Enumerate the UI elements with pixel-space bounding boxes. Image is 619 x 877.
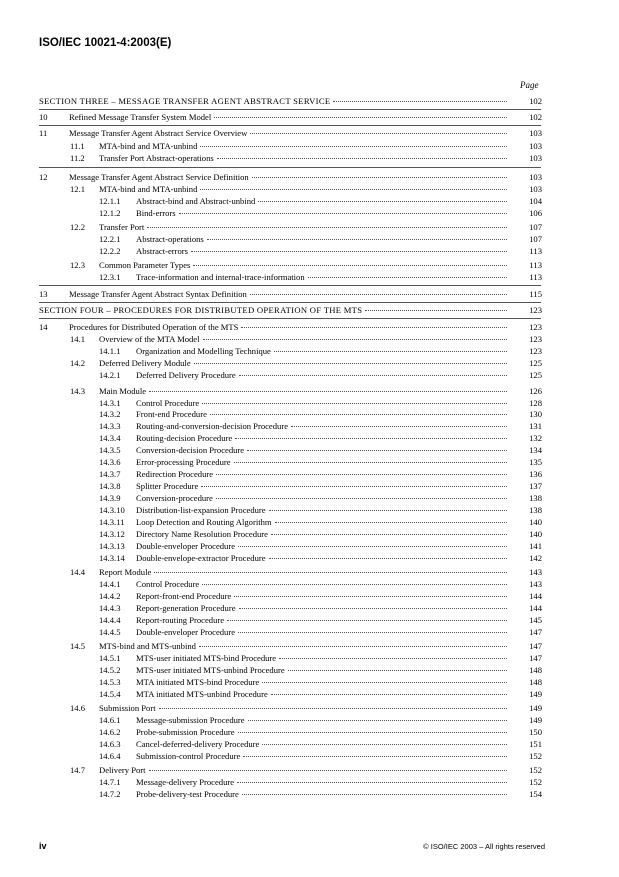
toc-entry[interactable] (0, 469, 619, 481)
toc-entry-page: 125 (529, 370, 542, 380)
toc-entry-number: 14.3.9 (99, 493, 121, 503)
toc-entry-page: 113 (529, 272, 542, 282)
toc-entry[interactable] (0, 727, 619, 739)
toc-entry-title: Loop Detection and Routing Algorithm (136, 517, 272, 527)
toc-entry-title: MTA-bind and MTA-unbind (99, 141, 198, 151)
toc-entry-number: 14.5.1 (99, 653, 121, 663)
toc-entry[interactable] (0, 677, 619, 689)
dot-leader (238, 732, 507, 733)
dot-leader (179, 213, 507, 214)
toc-entry-number: 14.3.10 (99, 505, 125, 515)
toc-entry-number: 14.4.5 (99, 627, 121, 637)
dot-leader (279, 658, 507, 659)
toc-entry[interactable] (0, 541, 619, 553)
toc-entry-number: 14.3.7 (99, 469, 121, 479)
toc-entry-number: 14.3.5 (99, 445, 121, 455)
toc-entry-title: MTA-bind and MTA-unbind (99, 184, 198, 194)
toc-entry[interactable] (0, 689, 619, 701)
toc-entry-number: 14.6.4 (99, 751, 121, 761)
toc-entry-title: Common Parameter Types (99, 260, 191, 270)
toc-entry-page: 148 (529, 665, 542, 675)
toc-entry-number: 14.5.3 (99, 677, 121, 687)
toc-entry[interactable] (0, 172, 619, 184)
toc-entry-page: 152 (529, 751, 542, 761)
toc-entry-page: 113 (529, 260, 542, 270)
dot-leader (210, 414, 507, 415)
toc-entry-page: 147 (529, 653, 542, 663)
toc-entry-number: 14.4.4 (99, 615, 121, 625)
dot-leader (200, 189, 507, 190)
toc-entry[interactable] (0, 553, 619, 565)
toc-entry-page: 150 (529, 727, 542, 737)
toc-entry-page: 103 (529, 141, 542, 151)
toc-entry-number: 14.3.12 (99, 529, 125, 539)
dot-leader (214, 117, 507, 118)
toc-entry-title: Abstract-errors (136, 246, 189, 256)
toc-entry[interactable] (0, 128, 619, 140)
toc-entry[interactable] (0, 322, 619, 334)
toc-entry-page: 148 (529, 677, 542, 687)
toc-entry-title: Report-generation Procedure (136, 603, 236, 613)
toc-entry[interactable] (0, 184, 619, 196)
toc-entry[interactable] (0, 493, 619, 505)
toc-entry[interactable] (0, 765, 619, 777)
toc-entry[interactable] (0, 529, 619, 541)
toc-entry-number: 14.7 (70, 765, 86, 775)
toc-entry-page: 142 (529, 553, 542, 563)
toc-entry-page: 136 (529, 469, 542, 479)
toc-entry-page: 106 (529, 208, 542, 218)
toc-entry[interactable] (0, 222, 619, 234)
toc-entry-title: Report-routing Procedure (136, 615, 225, 625)
toc-entry-title: MTS-bind and MTS-unbind (99, 641, 196, 651)
toc-entry-title: MTA initiated MTS-bind Procedure (136, 677, 260, 687)
toc-entry[interactable] (0, 517, 619, 529)
toc-entry-title: Trace-information and internal-trace-information (136, 272, 305, 282)
toc-entry-number: 14.3.3 (99, 421, 121, 431)
dot-leader (216, 498, 507, 499)
toc-entry-number: 11.2 (70, 153, 85, 163)
dot-leader (191, 251, 507, 252)
dot-leader (271, 694, 507, 695)
toc-entry[interactable] (0, 627, 619, 639)
toc-entry-number: 14.3.13 (99, 541, 125, 551)
dot-leader (199, 646, 507, 647)
toc-entry[interactable] (0, 409, 619, 421)
toc-entry-page: 103 (529, 128, 542, 138)
toc-entry-title: SECTION FOUR – PROCEDURES FOR DISTRIBUTED OPERATION OF THE MTS (39, 305, 363, 315)
toc-entry[interactable] (0, 603, 619, 615)
dot-leader (333, 101, 507, 102)
toc-entry[interactable] (0, 457, 619, 469)
dot-leader (274, 351, 507, 352)
footer-copyright: © ISO/IEC 2003 – All rights reserved (423, 842, 545, 851)
toc-entry-title: Delivery Port (99, 765, 146, 775)
toc-entry[interactable] (0, 234, 619, 246)
toc-entry-page: 123 (529, 322, 542, 332)
toc-entry-title: Control Procedure (136, 579, 200, 589)
dot-leader (193, 265, 507, 266)
toc-entry-number: 14.3.8 (99, 481, 121, 491)
toc-entry[interactable] (0, 246, 619, 258)
toc-entry-page: 103 (529, 184, 542, 194)
toc-entry[interactable] (0, 505, 619, 517)
toc-section-heading[interactable] (0, 305, 619, 317)
dot-leader (269, 558, 507, 559)
toc-entry-number: 12.1.2 (99, 208, 121, 218)
dot-leader (238, 546, 507, 547)
toc-entry-title: Abstract-bind and Abstract-unbind (136, 196, 256, 206)
toc-entry-page: 147 (529, 641, 542, 651)
dot-leader (149, 391, 507, 392)
toc-entry-page: 138 (529, 493, 542, 503)
toc-entry-number: 14.3.11 (99, 517, 125, 527)
toc-entry-title: Redirection Procedure (136, 469, 214, 479)
toc-entry[interactable] (0, 703, 619, 715)
toc-entry-title: MTS-user initiated MTS-unbind Procedure (136, 665, 285, 675)
section-divider (39, 167, 541, 168)
toc-entry-number: 14.3.6 (99, 457, 121, 467)
toc-entry-number: 14.6.2 (99, 727, 121, 737)
dot-leader (203, 339, 507, 340)
toc-entry-page: 137 (529, 481, 542, 491)
toc-entry[interactable] (0, 153, 619, 165)
toc-entry-page: 140 (529, 529, 542, 539)
toc-entry[interactable] (0, 591, 619, 603)
toc-entry-number: 14.5.4 (99, 689, 121, 699)
toc-entry[interactable] (0, 208, 619, 220)
dot-leader (202, 584, 507, 585)
toc-entry[interactable] (0, 481, 619, 493)
toc-entry-title: Message-delivery Procedure (136, 777, 235, 787)
toc-entry[interactable] (0, 334, 619, 346)
section-divider (39, 318, 541, 319)
dot-leader (269, 510, 507, 511)
toc-entry[interactable] (0, 358, 619, 370)
toc-entry[interactable] (0, 567, 619, 579)
toc-entry-page: 143 (529, 579, 542, 589)
dot-leader (234, 596, 507, 597)
toc-entry-title: Submission Port (99, 703, 156, 713)
dot-leader (237, 782, 507, 783)
toc-entry-page: 131 (529, 421, 542, 431)
toc-entry-page: 149 (529, 703, 542, 713)
dot-leader (275, 522, 507, 523)
dot-leader (200, 146, 507, 147)
toc-entry-page: 102 (529, 112, 542, 122)
dot-leader (202, 403, 507, 404)
toc-entry-title: MTS-user initiated MTS-bind Procedure (136, 653, 277, 663)
toc-entry-title: Abstract-operations (136, 234, 204, 244)
toc-entry-page: 107 (529, 222, 542, 232)
toc-entry-page: 103 (529, 153, 542, 163)
toc-entry-title: MTA initiated MTS-unbind Procedure (136, 689, 268, 699)
toc-entry-page: 103 (529, 172, 542, 182)
dot-leader (147, 227, 507, 228)
dot-leader (248, 720, 507, 721)
toc-entry[interactable] (0, 715, 619, 727)
toc-entry-number: 14.4.3 (99, 603, 121, 613)
toc-entry-page: 144 (529, 603, 542, 613)
toc-entry[interactable] (0, 386, 619, 398)
dot-leader (262, 682, 507, 683)
toc-entry-title: Refined Message Transfer System Model (69, 112, 212, 122)
dot-leader (308, 277, 507, 278)
toc-entry[interactable] (0, 653, 619, 665)
toc-entry-number: 12.2.1 (99, 234, 121, 244)
toc-entry-number: 14.3.2 (99, 409, 121, 419)
toc-entry-number: 14.4.1 (99, 579, 121, 589)
toc-entry-title: Probe-submission Procedure (136, 727, 235, 737)
toc-section-heading[interactable] (0, 96, 619, 108)
dot-leader (241, 327, 507, 328)
section-divider (39, 302, 541, 303)
toc-entry[interactable] (0, 751, 619, 763)
toc-entry-title: Routing-and-conversion-decision Procedure (136, 421, 289, 431)
dot-leader (365, 310, 507, 311)
toc-entry-page: 107 (529, 234, 542, 244)
toc-entry-title: Conversion-procedure (136, 493, 213, 503)
toc-entry-page: 104 (529, 196, 542, 206)
toc-entry[interactable] (0, 433, 619, 445)
toc-entry[interactable] (0, 641, 619, 653)
dot-leader (216, 474, 507, 475)
toc-entry-title: Procedures for Distributed Operation of the MTS (69, 322, 239, 332)
toc-entry-page: 134 (529, 445, 542, 455)
toc-entry-title: Report-front-end Procedure (136, 591, 232, 601)
toc-entry-number: 12.1.1 (99, 196, 121, 206)
toc-entry-number: 14.1.1 (99, 346, 121, 356)
toc-entry[interactable] (0, 196, 619, 208)
toc-entry-page: 149 (529, 715, 542, 725)
toc-entry[interactable] (0, 112, 619, 124)
section-divider (39, 125, 541, 126)
toc-entry-title: Overview of the MTA Model (99, 334, 200, 344)
toc-entry-page: 143 (529, 567, 542, 577)
toc-entry-number: 14.2.1 (99, 370, 121, 380)
toc-entry-number: 10 (39, 112, 48, 122)
toc-entry-title: Conversion-decision Procedure (136, 445, 245, 455)
toc-entry-title: Organization and Modelling Technique (136, 346, 271, 356)
dot-leader (154, 572, 507, 573)
toc-entry-title: Error-processing Procedure (136, 457, 231, 467)
dot-leader (234, 462, 507, 463)
toc-entry-title: Message-submission Procedure (136, 715, 245, 725)
toc-entry-page: 130 (529, 409, 542, 419)
toc-entry-page: 123 (529, 334, 542, 344)
dot-leader (242, 794, 507, 795)
toc-entry-number: 14.6.1 (99, 715, 121, 725)
dot-leader (235, 438, 507, 439)
toc-entry-title: Deferred Delivery Procedure (136, 370, 236, 380)
toc-entry-number: 12 (39, 172, 48, 182)
dot-leader (227, 620, 507, 621)
toc-entry-page: 152 (529, 765, 542, 775)
toc-entry-page: 128 (529, 398, 542, 408)
toc-entry-number: 14.3.4 (99, 433, 121, 443)
toc-entry[interactable] (0, 260, 619, 272)
toc-entry-title: Bind-errors (136, 208, 176, 218)
dot-leader (239, 608, 507, 609)
toc-entry-page: 125 (529, 358, 542, 368)
toc-entry-page: 151 (529, 739, 542, 749)
section-divider (39, 285, 541, 286)
dot-leader (217, 158, 507, 159)
toc-entry[interactable] (0, 579, 619, 591)
toc-entry-page: 102 (529, 96, 542, 106)
toc-entry-number: 14.6 (70, 703, 86, 713)
toc-entry[interactable] (0, 272, 619, 284)
dot-leader (288, 670, 507, 671)
dot-leader (194, 363, 507, 364)
toc-entry[interactable] (0, 665, 619, 677)
toc-entry-number: 14.3.1 (99, 398, 121, 408)
toc-entry-page: 135 (529, 457, 542, 467)
toc-entry-page: 154 (529, 789, 542, 799)
toc-entry-title: Main Module (99, 386, 147, 396)
toc-entry[interactable] (0, 789, 619, 801)
toc-entry-page: 144 (529, 591, 542, 601)
toc-entry-number: 12.2.2 (99, 246, 121, 256)
dot-leader (243, 756, 507, 757)
dot-leader (207, 239, 507, 240)
dot-leader (271, 534, 507, 535)
toc-entry-page: 132 (529, 433, 542, 443)
dot-leader (291, 426, 507, 427)
toc-entry-title: Double-enveloper Procedure (136, 541, 236, 551)
toc-entry-page: 138 (529, 505, 542, 515)
toc-entry-number: 12.1 (70, 184, 86, 194)
toc-entry-title: Double-envelope-extractor Procedure (136, 553, 266, 563)
toc-entry-page: 123 (529, 305, 542, 315)
toc-entry[interactable] (0, 289, 619, 301)
toc-entry[interactable] (0, 421, 619, 433)
toc-entry[interactable] (0, 370, 619, 382)
toc-entry-title: Message Transfer Agent Abstract Service Definition (69, 172, 249, 182)
toc-entry-title: Transfer Port Abstract-operations (99, 153, 214, 163)
toc-entry-number: 14.6.3 (99, 739, 121, 749)
toc-entry-number: 14.4 (70, 567, 86, 577)
toc-entry[interactable] (0, 346, 619, 358)
toc-entry-number: 13 (39, 289, 48, 299)
dot-leader (239, 375, 507, 376)
toc-entry[interactable] (0, 739, 619, 751)
toc-entry-number: 14.4.2 (99, 591, 121, 601)
toc-entry-number: 12.3 (70, 260, 86, 270)
dot-leader (258, 201, 507, 202)
toc-entry-number: 14.1 (70, 334, 86, 344)
toc-entry-title: Front-end Procedure (136, 409, 207, 419)
toc-entry-number: 11.1 (70, 141, 85, 151)
toc-entry-title: Directory Name Resolution Procedure (136, 529, 268, 539)
toc-entry[interactable] (0, 445, 619, 457)
footer-page-number: iv (39, 841, 47, 851)
toc-entry-number: 12.2 (70, 222, 86, 232)
toc-entry-number: 14.2 (70, 358, 86, 368)
toc-entry-number: 12.3.1 (99, 272, 121, 282)
toc-entry-page: 141 (529, 541, 542, 551)
toc-entry-page: 140 (529, 517, 542, 527)
page-column-label: Page (520, 80, 539, 90)
toc-entry-title: Cancel-deferred-delivery Procedure (136, 739, 260, 749)
toc-entry-title: Double-enveloper Procedure (136, 627, 236, 637)
toc-entry-title: Submission-control Procedure (136, 751, 241, 761)
dot-leader (238, 632, 507, 633)
toc-entry-title: Report Module (99, 567, 152, 577)
toc-entry-title: Transfer Port (99, 222, 145, 232)
toc-entry-title: SECTION THREE – MESSAGE TRANSFER AGENT ABSTRACT SERVICE (39, 96, 331, 106)
toc-entry-title: Probe-delivery-test Procedure (136, 789, 239, 799)
toc-entry-page: 147 (529, 627, 542, 637)
dot-leader (250, 133, 507, 134)
toc-entry-page: 123 (529, 346, 542, 356)
toc-entry-number: 14.7.2 (99, 789, 121, 799)
toc-entry-number: 14.7.1 (99, 777, 121, 787)
toc-entry-number: 14 (39, 322, 48, 332)
toc-entry-title: Message Transfer Agent Abstract Syntax Definition (69, 289, 247, 299)
dot-leader (250, 294, 507, 295)
toc-entry-title: Deferred Delivery Module (99, 358, 191, 368)
toc-entry[interactable] (0, 141, 619, 153)
dot-leader (262, 744, 507, 745)
dot-leader (149, 770, 507, 771)
toc-entry-number: 14.5.2 (99, 665, 121, 675)
document-header: ISO/IEC 10021-4:2003(E) (39, 37, 172, 49)
toc-entry-page: 113 (529, 246, 542, 256)
toc-entry[interactable] (0, 777, 619, 789)
toc-entry[interactable] (0, 615, 619, 627)
toc-entry-title: Distribution-list-expansion Procedure (136, 505, 266, 515)
toc-entry-page: 149 (529, 689, 542, 699)
dot-leader (159, 708, 507, 709)
toc-entry-page: 152 (529, 777, 542, 787)
toc-entry-title: Message Transfer Agent Abstract Service Overview (69, 128, 248, 138)
toc-entry-title: Splitter Procedure (136, 481, 199, 491)
toc-entry-number: 11 (39, 128, 48, 138)
toc-entry-number: 14.3.14 (99, 553, 125, 563)
toc-entry-page: 145 (529, 615, 542, 625)
section-divider (39, 109, 541, 110)
toc-entry-title: Control Procedure (136, 398, 200, 408)
dot-leader (247, 450, 507, 451)
dot-leader (201, 486, 507, 487)
toc-entry-title: Routing-decision Procedure (136, 433, 233, 443)
toc-entry-page: 115 (529, 289, 542, 299)
toc-entry-number: 14.3 (70, 386, 86, 396)
toc-entry-page: 126 (529, 386, 542, 396)
dot-leader (252, 177, 507, 178)
toc-entry-number: 14.5 (70, 641, 86, 651)
